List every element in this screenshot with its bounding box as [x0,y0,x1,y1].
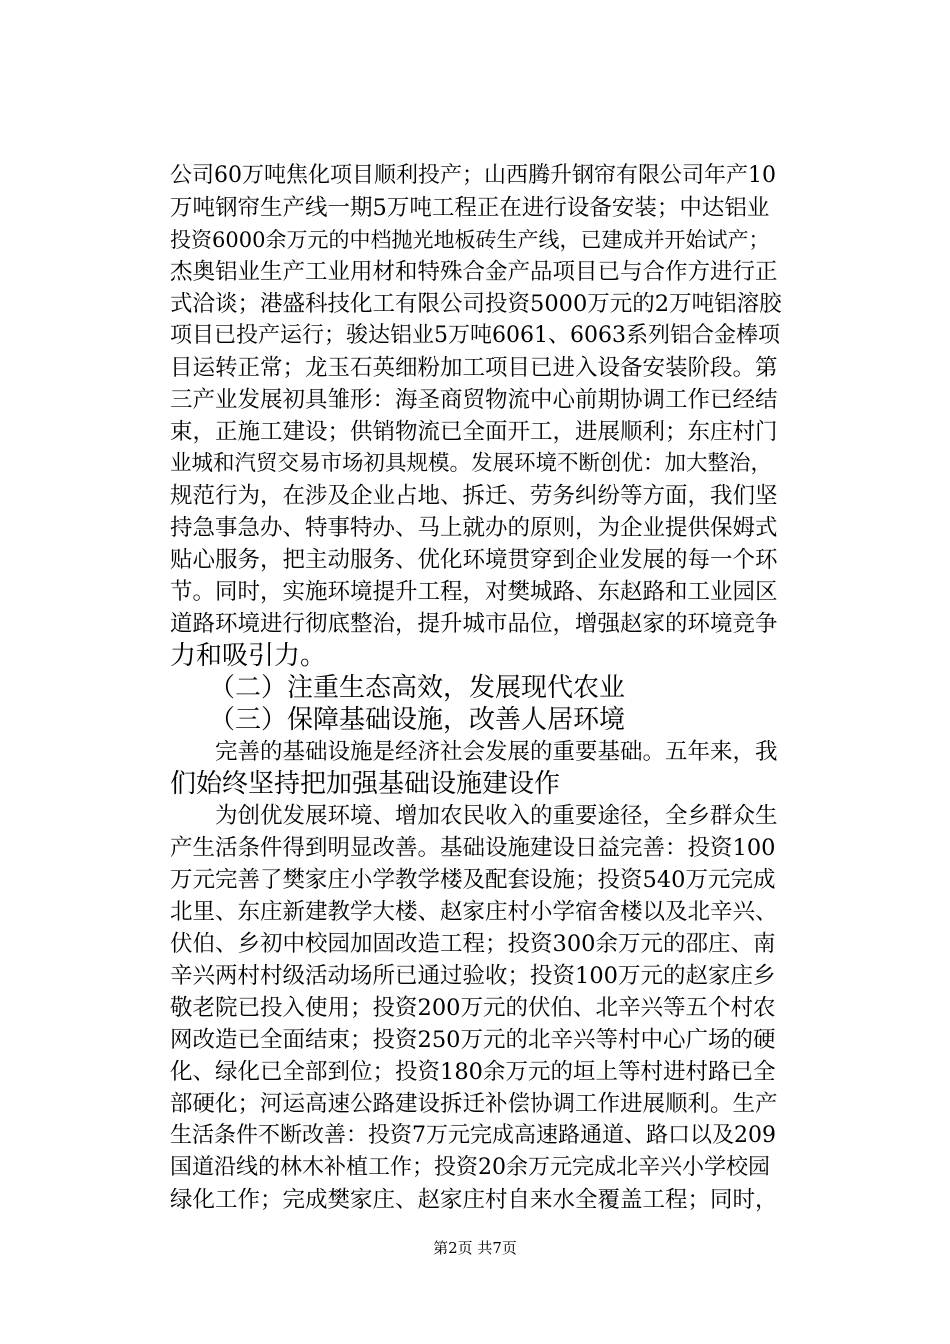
text-line: 伏伯、乡初中校园加固改造工程；投资300余万元的邵庄、南 [170,931,776,957]
text-line: 们始终坚持把加强基础设施建设作 [170,769,561,799]
text-line: 投资6000余万元的中档抛光地板砖生产线，已建成并开始试产； [170,228,770,252]
text-line: 绿化工作；完成樊家庄、赵家庄村自来水全覆盖工程；同时， [170,1187,778,1213]
text-line: 式洽谈；港盛科技化工有限公司投资5000万元的2万吨铝溶胶 [170,291,782,317]
text-line: 公司60万吨焦化项目顺利投产；山西腾升钢帘有限公司年产10 [170,163,776,188]
text-line: 束，正施工建设；供销物流已全面开工，进展顺利；东庄村门 [170,419,778,445]
text-line: 节。同时，实施环境提升工程，对樊城路、东赵路和工业园区 [170,579,778,605]
text-line: 北里、东庄新建教学大楼、赵家庄村小学宿舍楼以及北辛兴、 [170,899,778,925]
text-line: 三产业发展初具雏形：海圣商贸物流中心前期协调工作已经结 [170,387,778,413]
text-line: 目运转正常；龙玉石英细粉加工项目已进入设备安装阶段。第 [170,355,778,381]
text-line: 网改造已全面结束；投资250万元的北辛兴等村中心广场的硬 [170,1027,776,1053]
text-line: 贴心服务，把主动服务、优化环境贯穿到企业发展的每一个环 [170,547,778,573]
text-line: 持急事急办、特事特办、马上就办的原则，为企业提供保姆式 [170,515,778,541]
text-line: 生活条件不断改善：投资7万元完成高速路通道、路口以及209 [170,1123,776,1148]
text-line: （二）注重生态高效，发展现代农业 [170,673,626,703]
text-line: 化、绿化已全部到位；投资180余万元的垣上等村进村路已全 [170,1059,776,1085]
text-line: 国道沿线的林木补植工作；投资20余万元完成北辛兴小学校园 [170,1155,770,1180]
text-line: 道路环境进行彻底整治，提升城市品位，增强赵家的环境竞争 [170,611,778,637]
document-body [170,160,782,1216]
text-line: 敬老院已投入使用；投资200万元的伏伯、北辛兴等五个村农 [170,995,776,1021]
text-line: 杰奥铝业生产工业用材和特殊合金产品项目已与合作方进行正 [170,259,778,285]
text-line: （三）保障基础设施，改善人居环境 [170,705,626,735]
text-line: 万吨钢帘生产线一期5万吨工程正在进行设备安装；中达铝业 [170,195,770,221]
text-line: 万元完善了樊家庄小学教学楼及配套设施；投资540万元完成 [170,867,776,893]
text-line: 辛兴两村村级活动场所已通过验收；投资100万元的赵家庄乡 [170,963,776,989]
text-line: 完善的基础设施是经济社会发展的重要基础。五年来，我 [170,739,778,765]
text-line: 产生活条件得到明显改善。基础设施建设日益完善：投资100 [170,835,776,861]
text-line: 为创优发展环境、增加农民收入的重要途径，全乡群众生 [170,803,778,829]
text-line: 部硬化；河运高速公路建设拆迁补偿协调工作进展顺利。生产 [170,1091,778,1117]
text-line: 业城和汽贸交易市场初具规模。发展环境不断创优：加大整治， [170,451,773,476]
text-line: 规范行为，在涉及企业占地、拆迁、劳务纠纷等方面，我们坚 [170,483,778,509]
page-number-footer: 第2页 共7页 [433,1239,517,1257]
text-line: 力和吸引力。 [170,641,327,671]
text-line: 项目已投产运行；骏达铝业5万吨6061、6063系列铝合金棒项 [170,323,780,348]
